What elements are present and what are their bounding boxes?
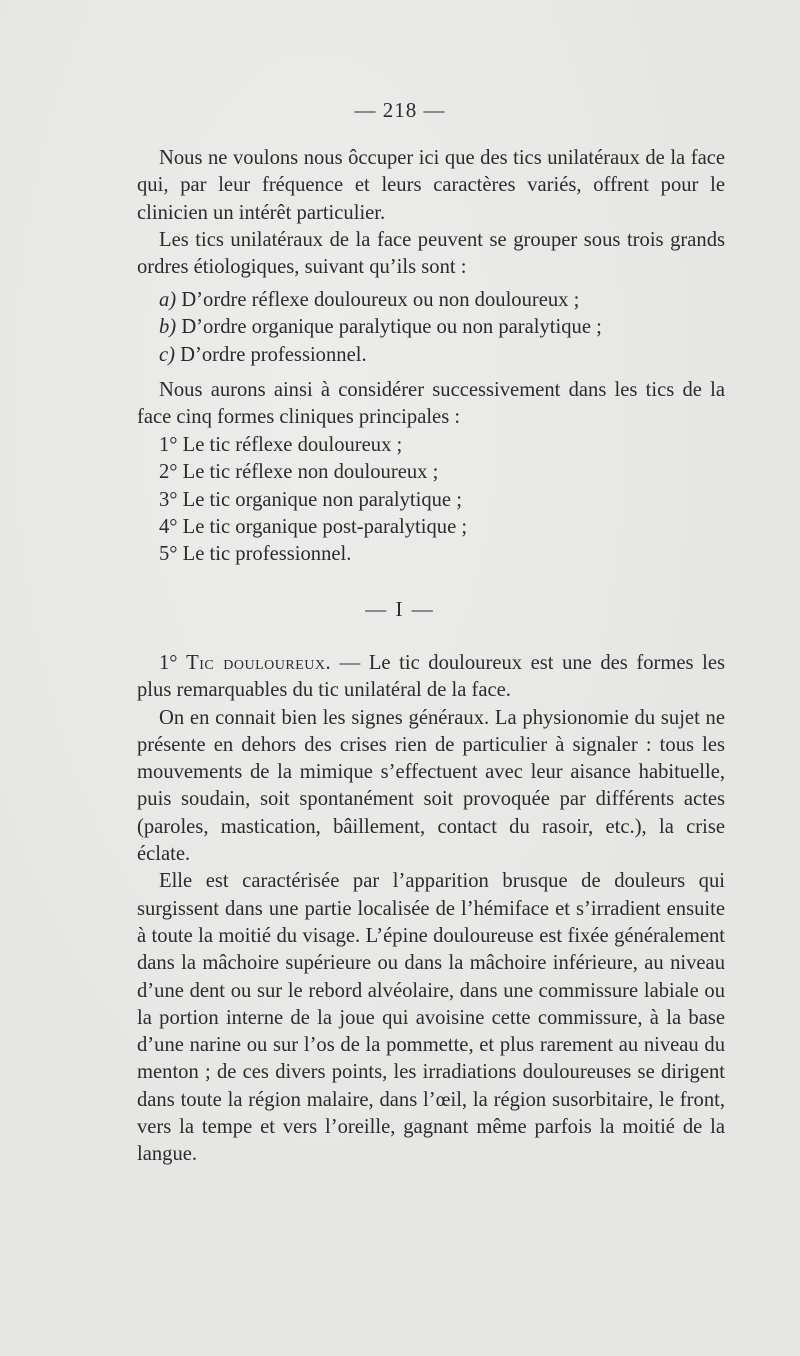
section-heading: — I —	[365, 597, 435, 621]
section-heading-number: 1°	[159, 652, 178, 674]
section-paragraph-1-text: — Le tic douloureux est une des formes les plus remarquables du tic unilatéral de la face.	[137, 652, 726, 702]
section-body	[137, 650, 725, 1169]
section-paragraph-3: Elle est caractérisée par l’apparition brusque de douleurs qui surgissent dans une partie localisée de l’hémiface et s’irradient ensuite à toute la moitié du visage. L’épine douloureuse est fixée généralement dans la mâchoire supérieure ou dans la mâchoire inférieure, au niveau d’une dent ou sur le rebord alvéolaire, dans une commissure labiale ou la portion interne de la joue qui avoisine cette commissure, à la base d’une narine ou sur l’os de la pommette, et plus rarement au niveau du menton ; de ces divers points, les irradiations douloureuses se dirigent dans toute la région malaire, dans l’œil, la région susorbitaire, le front, vers la tempe et vers l’oreille, gagnant même parfois la moitié de la langue.	[137, 870, 725, 1166]
order-letter: c)	[159, 343, 175, 366]
form-item-4: 4° Le tic organique post-paralytique ;	[159, 515, 468, 538]
form-item-1: 1° Le tic réflexe douloureux ;	[159, 434, 403, 456]
forms-intro-paragraph: Nous aurons ainsi à considérer successivement dans les tics de la face cinq formes cliniques principales :	[137, 379, 725, 429]
intro-paragraph-2: Les tics unilatéraux de la face peuvent se grouper sous trois grands ordres étiologiques, suivant qu’ils sont :	[137, 228, 725, 279]
form-item-3: 3° Le tic organique non paralytique ;	[159, 488, 462, 511]
order-letter: a)	[159, 289, 177, 311]
forms-intro-block	[137, 377, 725, 432]
section-paragraph-2: On en connait bien les signes généraux. La physionomie du sujet ne présente en dehors des crises rien de particulier à signaler : tous les mouvements de la mimique s’effectuent avec leur aisance habituelle, puis soudain, soit spontanément soit provoquée par différents actes (paroles, mastication, bâillement, contact du rasoir, etc.), la crise éclate.	[137, 706, 725, 866]
section-paragraph-1	[137, 650, 725, 705]
intro-paragraph-1: Nous ne voulons nous ôccuper ici que des tics unilatéraux de la face qui, par leur fréquence et leurs caractères variés, offrent pour le clinicien un intérêt particulier.	[137, 147, 725, 224]
order-item-a	[137, 287, 725, 314]
page-number: — 218 —	[354, 98, 446, 122]
order-item-b	[137, 314, 725, 341]
intro-block	[137, 145, 725, 281]
order-letter: b)	[159, 316, 177, 339]
clinical-forms-list	[137, 432, 725, 568]
section-heading-title: Tic douloureux.	[186, 652, 332, 674]
form-item-5: 5° Le tic professionnel.	[159, 543, 352, 566]
order-text: D’ordre réflexe douloureux ou non douloureux ;	[181, 289, 580, 311]
order-text: D’ordre organique paralytique ou non paralytique ;	[181, 316, 602, 339]
etiological-orders-list	[137, 287, 725, 369]
order-text: D’ordre professionnel.	[180, 343, 367, 366]
form-item-2: 2° Le tic réflexe non douloureux ;	[159, 461, 439, 484]
order-item-c	[137, 342, 725, 369]
